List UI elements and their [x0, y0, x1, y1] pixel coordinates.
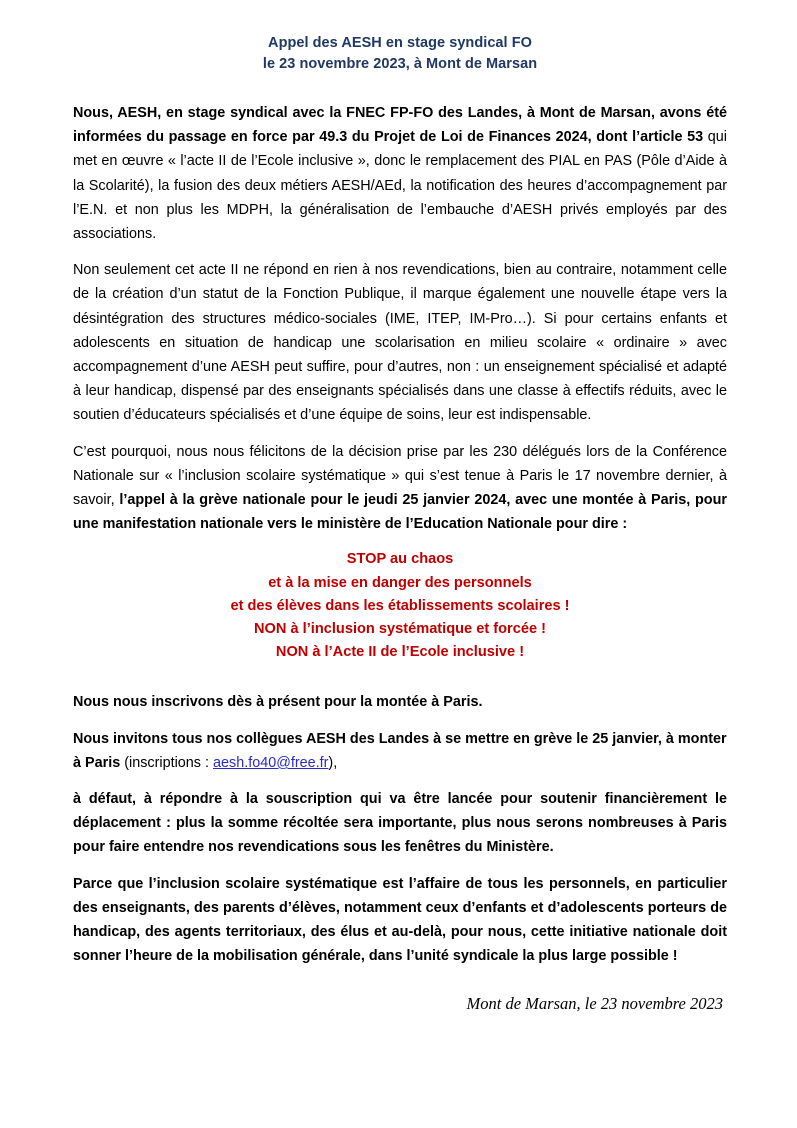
paragraph-1-rest: qui met en œuvre « l’acte II de l’Ecole inclusive », donc le remplacement des PIAL en PAS (Pôle d’Aide à la Scolarité), la fusion des deux métiers AESH/AEd, la notification des heures d’accompagnement par l’E.N. et non plus les MDPH, la généralisation de l’embauche d’AESH privés employés par des associations. [73, 129, 727, 243]
paragraph-3-plain: C’est pourquoi, nous nous félicitons de la décision prise par les 230 délégués lors de la Conférence Nationale sur « l’inclusion scolaire systématique » qui s’est tenue à Paris le 17 novembre dernier, à savoir, [73, 443, 727, 509]
paragraph-5-bold: Nous invitons tous nos collègues AESH des Landes à se mettre en grève le 25 janvier, à monter à Paris [73, 730, 727, 771]
paragraph-7 [73, 872, 727, 969]
paragraph-5-plain-a: (inscriptions : [120, 754, 213, 771]
email-link[interactable]: aesh.fo40@free.fr [213, 754, 329, 771]
paragraph-4 [73, 690, 727, 714]
paragraph-5-plain-b: ), [328, 754, 338, 771]
paragraph-6-text: à défaut, à répondre à la souscription qui va être lancée pour soutenir financièrement le déplacement : plus la somme récoltée sera importante, plus nous serons nombreuses à Paris pour faire entendre nos revendications sous les fenêtres du Ministère. [73, 791, 727, 856]
paragraph-2: Non seulement cet acte II ne répond en rien à nos revendications, bien au contraire, notamment celle de la création d’un statut de la Fonction Publique, il marque également une nouvelle étape vers la désintégration des structures médico-sociales (IME, ITEP, IM-Pro…). Si pour certains enfants et adolescents en situation de handicap une scolarisation en milieu scolaire « ordinaire » avec accompagnement d’une AESH peut suffire, pour d’autres, non : un enseignement spécialisé et adapté à leur handicap, dispensé par des enseignants spécialisés dans une classe à effectifs réduits, avec le soutien d’éducateurs spécialisés et d’une équipe de soins, leur est indispensable. [73, 262, 727, 424]
title-line-2: le 23 novembre 2023, à Mont de Marsan [262, 56, 538, 72]
page-title [73, 33, 727, 75]
paragraph-5 [73, 727, 727, 775]
signature-line: Mont de Marsan, le 23 novembre 2023 [466, 993, 723, 1013]
slogan-block [73, 548, 727, 664]
slogan-line-5: NON à l’Acte II de l’Ecole inclusive ! [275, 644, 525, 661]
paragraph-7-text: Parce que l’inclusion scolaire systématique est l’affaire de tous les personnels, en particulier des enseignants, des parents d’élèves, notamment ceux d’enfants et d’adolescents porteurs de handicap, des agents territoriaux, des élus et au-delà, pour nous, cette initiative nationale doit sonner l’heure de la mobilisation générale, dans l’unité syndicale la plus large possible ! [73, 875, 727, 965]
closing-section [73, 690, 727, 968]
paragraph-3 [73, 440, 727, 537]
slogan-line-2: et à la mise en danger des personnels [268, 574, 532, 591]
paragraph-4-text: Nous nous inscrivons dès à présent pour la montée à Paris. [73, 694, 483, 711]
title-line-1: Appel des AESH en stage syndical FO [268, 35, 532, 51]
paragraph-1-bold-lead: Nous, AESH, en stage syndical avec la FNEC FP-FO des Landes, à Mont de Marsan, avons été informées du passage en force par 49.3 du Projet de Loi de Finances 2024, dont l’article 53 [73, 105, 727, 146]
slogan-line-1: STOP au chaos [346, 551, 454, 568]
paragraph-1 [73, 101, 727, 246]
paragraph-6 [73, 787, 727, 860]
slogan-line-3: et des élèves dans les établissements scolaires ! [230, 597, 570, 614]
document-body [73, 101, 727, 1015]
paragraph-3-bold: l’appel à la grève nationale pour le jeudi 25 janvier 2024, avec une montée à Paris, pour une manifestation nationale vers le ministère de l’Education Nationale pour dire : [73, 492, 727, 533]
slogan-line-4: NON à l’inclusion systématique et forcée ! [254, 621, 546, 638]
